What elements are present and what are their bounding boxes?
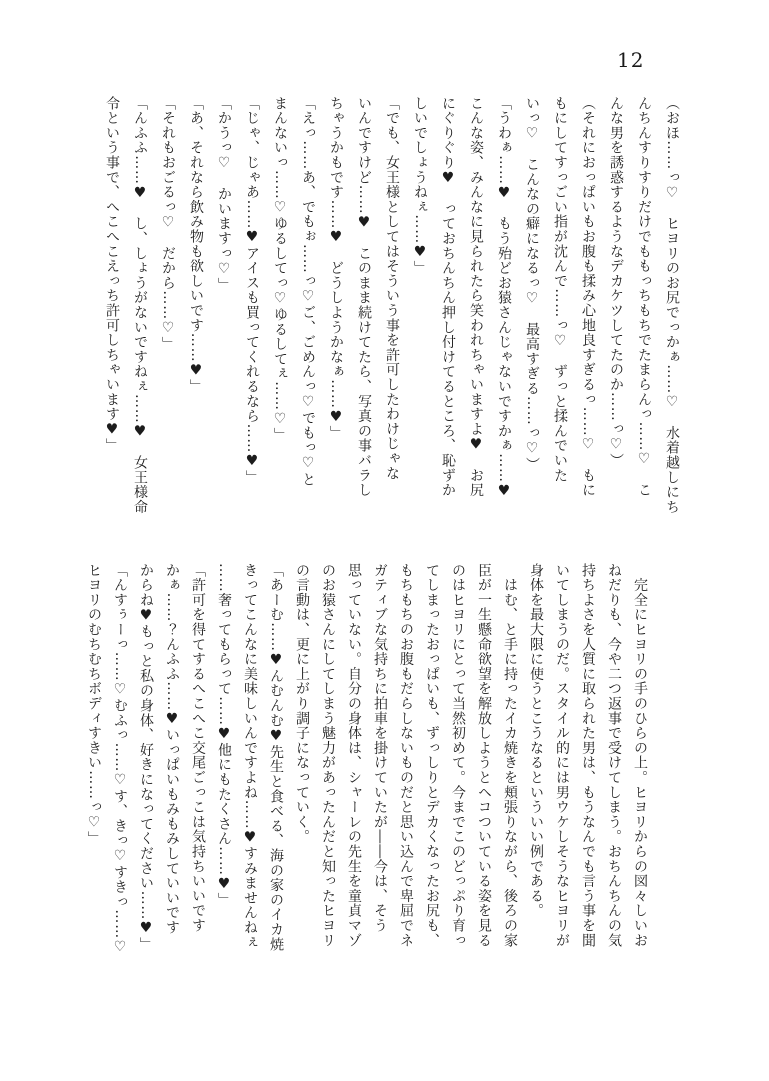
text-column: の言動は、更に上がり調子になっていく。 xyxy=(294,563,310,845)
text-column: てしまったおっぱいも、ずっしりとデカくなったお尻も、 xyxy=(424,563,440,948)
text-column: ガティブな気持ちに拍車を掛けていたが――今は、そう xyxy=(372,563,388,933)
text-column: 「許可を得てするへこへこ交尾ごっこは気持ちいいです xyxy=(190,563,206,933)
text-column: 完全にヒヨリの手のひらの上。ヒヨリからの図々しいお xyxy=(632,563,648,948)
text-column: 「んすぅーっ……♡むふっ……♡す、きっ♡すきっ……♡ xyxy=(112,563,128,956)
text-column: 「でも、女王様としてはそういう事を許可したわけじゃな xyxy=(384,96,400,481)
text-column: 「じゃ、じゃあ……♥アイスも買ってくれるなら……♥」 xyxy=(244,96,260,485)
text-column: 「んふふ……♥ し、しょうがないですねぇ……♥ 女王様命 xyxy=(132,96,148,515)
text-column: からね♥もっと私の身体、好きになってください……♥」 xyxy=(138,563,154,952)
text-column: 「それもおごるっ♡ だから……♡」 xyxy=(160,96,176,352)
text-column: ちゃうかもです……♥ どうしようかなぁ……♥」 xyxy=(328,96,344,441)
text-column: こんな姿、みんなに見られたら笑われちゃいますよ♥ お尻 xyxy=(468,96,484,498)
top-text-block xyxy=(98,96,686,520)
bottom-text-block xyxy=(81,563,653,967)
text-column: 「あ、それなら飲み物も欲しいです……♥」 xyxy=(188,96,204,394)
text-column: んちんすりすりだけでももっちもちでたまらんっ……♡ こ xyxy=(636,96,652,498)
text-column: 臣が一生懸命欲望を解放しようとヘコついている姿を見る xyxy=(476,563,492,948)
text-column: ……奢ってもらって……♥他にもたくさん……♥」 xyxy=(216,563,232,908)
text-column: いっ♡ こんなの癖になるっ♡ 最高すぎる……っ♡） xyxy=(524,96,540,472)
text-column: かぁ……？んふふ……♥いっぱいもみもみしていいです xyxy=(164,563,180,935)
text-column: 「えっ……あ、でもぉ……っ♡ご、ごめんっ♡でもっ♡と xyxy=(300,96,316,487)
text-column: ヒヨリのむちむちボディすきい……っ♡」 xyxy=(86,563,102,847)
text-column: もちもちのお腹もだらしないものだと思い込んで卑屈でネ xyxy=(398,563,414,948)
page-number: 12 xyxy=(617,48,645,72)
text-column: 身体を最大限に使うとこうなるといういい例である。 xyxy=(528,563,544,919)
text-column: もにしてすっごい指が沈んで……っ♡ ずっと揉んでいた xyxy=(552,96,568,483)
text-column: （それにおっぱいもお腹も揉み心地良すぎるっ……♡ もに xyxy=(580,96,596,498)
text-column: んな男を誘惑するようなデカケツしてたのか……っ♡） xyxy=(608,96,624,468)
text-column: ねだりも、今や二つ返事で受けてしまう。おちんちんの気 xyxy=(606,563,622,948)
text-column: しいでしょうねぇ……♥」 xyxy=(412,96,428,276)
text-column: いんですけど……♥ このまま続けてたら、写真の事バラし xyxy=(356,96,372,498)
text-column: 「あーむ……♥んむんむ♥先生と食べる、海の家のイカ焼 xyxy=(268,563,284,952)
text-column: のお猿さんにしてしまう魅力があったんだと知ったヒヨリ xyxy=(320,563,336,948)
text-column: はむ、と手に持ったイカ焼きを頬張りながら、後ろの家 xyxy=(502,563,518,948)
text-column: まんないっ……♡ゆるしてっ♡ゆるしてぇ……♡」 xyxy=(272,96,288,443)
text-column: 持ちよさを人質に取られた男は、もうなんでも言う事を聞 xyxy=(580,563,596,948)
text-column: のはヒヨリにとって当然初めて。今までこのどっぷり育っ xyxy=(450,563,466,948)
text-column: （おほ……っ♡ ヒヨリのお尻でっかぁ……♡ 水着越しにち xyxy=(664,96,680,515)
text-column: 思っていない。自分の身体は、シャーレの先生を童貞マゾ xyxy=(346,563,362,948)
text-column: にぐりぐり♥ っておちんちん押し付けてるところ、恥ずか xyxy=(440,96,456,498)
text-column: いてしまうのだ。スタイル的には男ウケしそうなヒヨリが xyxy=(554,563,570,948)
text-column: 「うわぁ……♥ もう殆どお猿さんじゃないですかぁ……♥ xyxy=(496,96,512,500)
text-column: 令という事で、へこへこえっち許可しちゃいます♥」 xyxy=(104,96,120,454)
text-column: 「かうっ♡ かいますっ♡」 xyxy=(216,96,232,293)
text-column: きってこんなに美味しいんですよね……♥すみませんねぇ xyxy=(242,563,258,950)
